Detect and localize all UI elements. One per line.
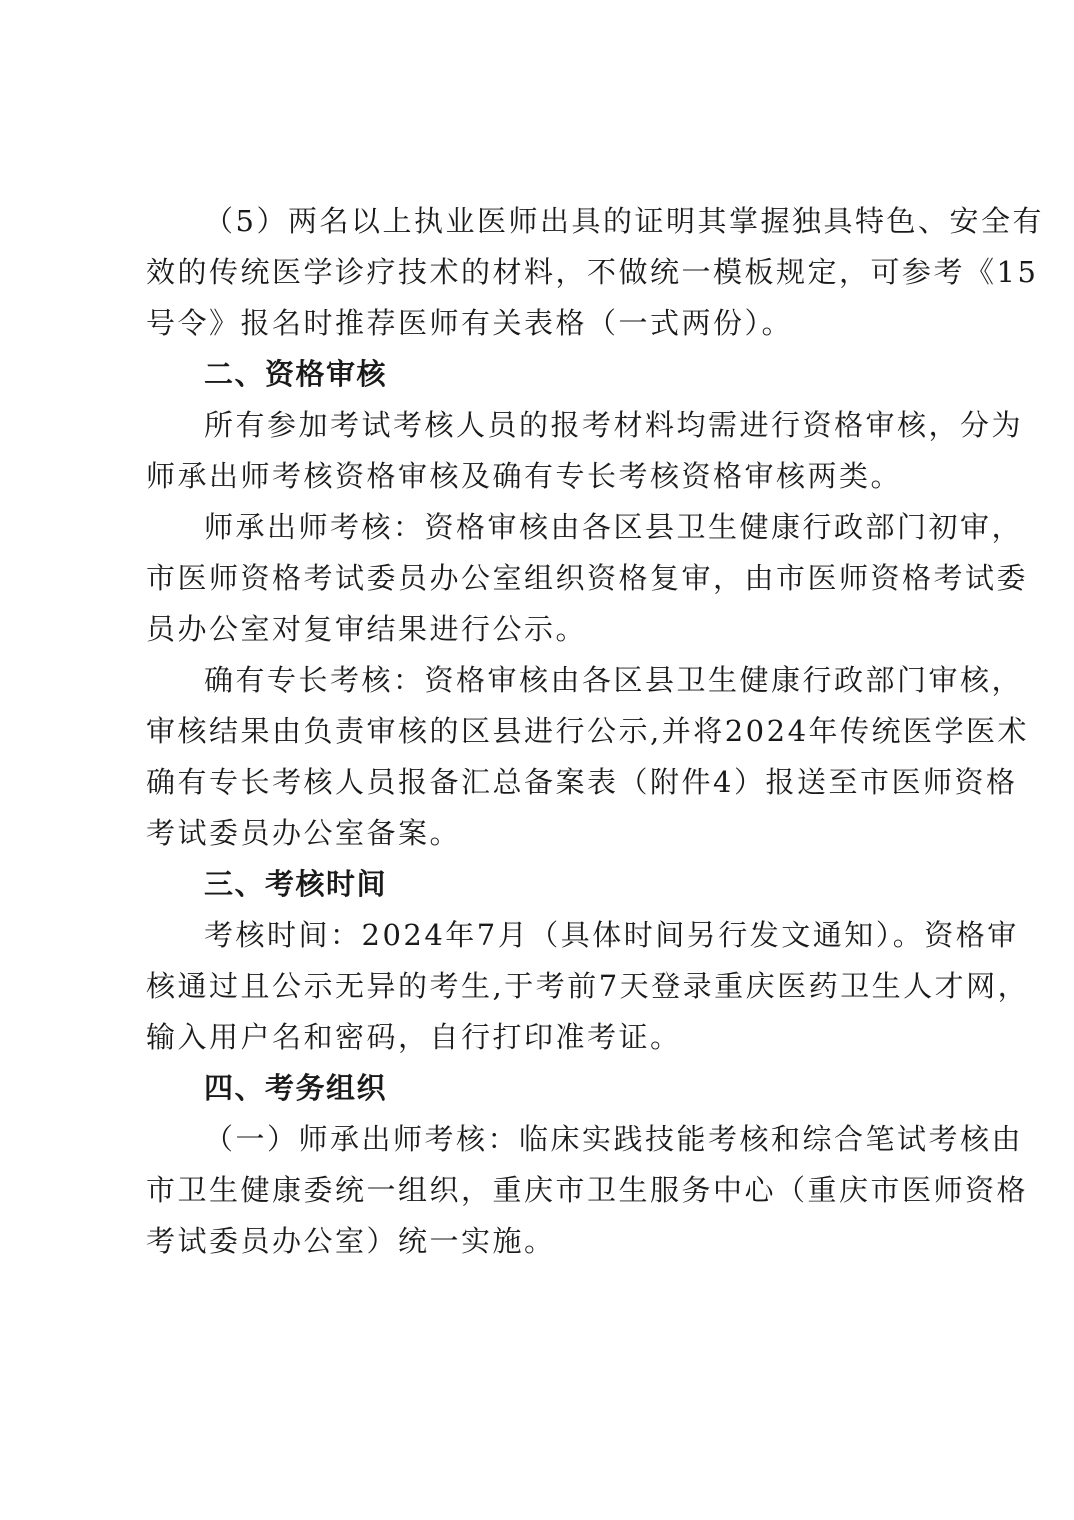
document-page [146,196,1044,1267]
paragraph-line: 输入用户名和密码，自行打印准考证。 [146,1020,682,1054]
paragraph-line: 审核结果由负责审核的区县进行公示,并将2024年传统医学医术 [146,714,1030,748]
paragraph-line: 确有专长考核人员报备汇总备案表（附件4）报送至市医师资格 [146,765,1018,799]
paragraph-line: 考核时间：2024年7月（具体时间另行发文通知）。资格审 [204,918,1019,952]
paragraph-line: 所有参加考试考核人员的报考材料均需进行资格审核，分为 [204,408,1024,442]
paragraph-line: 确有专长考核：资格审核由各区县卫生健康行政部门审核， [204,663,1024,697]
paragraph-line: 师承出师考核资格审核及确有专长考核资格审核两类。 [146,459,903,493]
section-heading-exam-organization: 四、考务组织 [204,1071,388,1105]
paragraph-line: （一）师承出师考核：临床实践技能考核和综合笔试考核由 [204,1122,1024,1156]
paragraph-line: 核通过且公示无异的考生,于考前7天登录重庆医药卫生人才网， [146,969,1030,1003]
section-heading-qualification-review: 二、资格审核 [204,357,388,391]
paragraph-line: （5）两名以上执业医师出具的证明其掌握独具特色、安全有 [204,204,1044,238]
paragraph-line: 员办公室对复审结果进行公示。 [146,612,588,646]
paragraph-line: 考试委员办公室）统一实施。 [146,1224,556,1258]
paragraph-line: 号令》报名时推荐医师有关表格（一式两份）。 [146,306,794,340]
paragraph-line: 效的传统医学诊疗技术的材料，不做统一模板规定，可参考《15 [146,255,1039,289]
section-heading-exam-time: 三、考核时间 [204,867,388,901]
paragraph-line: 市医师资格考试委员办公室组织资格复审，由市医师资格考试委 [146,561,1029,595]
paragraph-line: 考试委员办公室备案。 [146,816,462,850]
paragraph-line: 师承出师考核：资格审核由各区县卫生健康行政部门初审， [204,510,1024,544]
paragraph-line: 市卫生健康委统一组织，重庆市卫生服务中心（重庆市医师资格 [146,1173,1029,1207]
